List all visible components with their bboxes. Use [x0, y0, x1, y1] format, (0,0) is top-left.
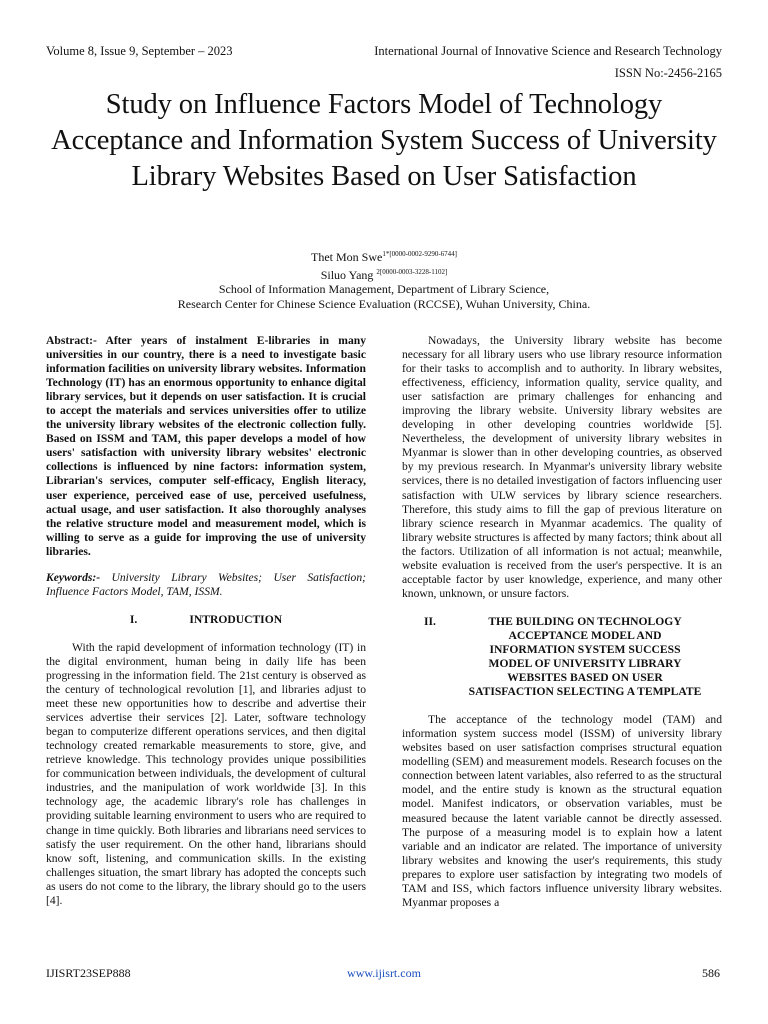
section-1-body: With the rapid development of information technology (IT) in the digital environment, human being in daily life has been progressing in the information field. The 21st century is observed as the century of technological revolution [1], and libraries adjust to meet these new opportunities how to describe and advertise their services advertise their services [2]. Later, software technology began to computerize different operations services, and then digital technology created remarkable measurements to store, give, and retrieve knowledge. This technology provides unique possibilities for communication between individuals, the development of cultural industries, and the manipulation of work worldwide [3]. In this technology age, the academic library's role has challenges in providing suitable learning environment to users who are required to change in time quickly. Both libraries and librarians need services to satisfy the user requirement. On the other hand, librarians should know soft, listening, and communication skills. In the existing challenges situation, the smart library has adopted the concepts such as users do not come to the library, the library should go to the users [4].: [46, 640, 366, 907]
section-2-number: II.: [424, 614, 436, 628]
keywords-text: University Library Websites; User Satisfaction; Influence Factors Model, TAM, ISSM.: [46, 570, 366, 598]
journal-issn: ISSN No:-2456-2165: [614, 66, 722, 80]
section-2-title: THE BUILDING ON TECHNOLOGY ACCEPTANCE MODEL AND INFORMATION SYSTEM SUCCESS MODEL OF UNIVERSITY LIBRARY WEBSITES BASED ON USER SATISFACTION SELECTING A TEMPLATE: [468, 614, 702, 699]
author-line-1: [40, 247, 728, 265]
journal-name: International Journal of Innovative Science and Research Technology: [374, 44, 722, 58]
section-1-number: I.: [129, 612, 138, 626]
section-1-heading: [46, 613, 366, 627]
paper-id: IJISRT23SEP888: [46, 966, 131, 980]
journal-volume: Volume 8, Issue 9, September – 2023: [46, 44, 233, 58]
journal-url-link[interactable]: www.ijisrt.com: [347, 966, 421, 980]
section-1-title: INTRODUCTION: [189, 612, 283, 626]
author-2-orcid: 2[0000-0003-3228-1102]: [376, 267, 448, 276]
affiliation-line-1: School of Information Management, Department of Library Science,: [218, 282, 550, 296]
section-2-body: The acceptance of the technology model (TAM) and information system success model (ISSM) of university library websites based on user satisfaction comprises structural equation modelling (SEM) and measurement models. Research focuses on the connection between latent variables, also referred to as the structural model, and the entire study is known as the structural equation model. Manifest indicators, or observation variables, must be measured because the latent variable cannot be directly assessed. The purpose of a measuring model is to explain how a latent variable and an indicator are related. The importance of university library websites and knowing the user's requirements, this study prepares to explore user satisfaction by integrating two models of TAM and ISS, which factors influence university library websites. Myanmar proposes a: [402, 713, 722, 909]
intro-continuation: Nowadays, the University library website has become necessary for all library users who use library resource information for their tasks to accomplish and to authority. In library websites, effectiveness, efficiency, information quality, service quality, and user satisfaction are primary challenges for enhancing and improving the library website. University library websites are developing in other developing countries worldwide [5]. Nevertheless, the development of university library websites in Myanmar is slower than in other developing countries, as observed by my previous research. In Myanmar's university library website services, there is no detailed investigation of factors influencing user satisfaction with ULW services by library science researchers. Therefore, this study aims to fill the gap of previous literature on library science research in Myanmar academics. The quality of library website structures is affected by many factors; think about all the factors. Utilization of all information is not actual; meanwhile, website evaluation is received from the user's perspective. It is an acceptable factor by user knowledge, experience, and many other known, unknown, or unsure factors.: [402, 334, 722, 600]
paper-title: Study on Influence Factors Model of Technology Acceptance and Information System Success of University Library Websites Based on User Satisfaction: [51, 89, 717, 192]
author-2-name: Siluo Yang: [320, 267, 377, 282]
abstract: Abstract:- After years of instalment E-libraries in many universities in our country, there is a need to investigate basic information facilities on university library websites. Information Technology (IT) has an enormous opportunity to enhance digital library services, but it depends on user satisfaction. It is crucial to accept the materials and services universities offer to utilize the university library websites of the electronic collection fully. Based on ISSM and TAM, this paper develops a model of how users' satisfaction with university library websites' electronic collections is influenced by nine factors: information system, Librarian's services, computer self-efficacy, English literacy, user experience, perceived ease of use, perceived usefulness, actual usage, and user satisfaction. It also thoroughly analyses the relative structure model and measurement model, which is willing to serve as a guide for improving the use of university libraries.: [46, 334, 366, 558]
author-1-name: Thet Mon Swe: [311, 250, 383, 264]
left-column: [46, 334, 366, 908]
section-2-heading: [402, 615, 722, 699]
affiliation-line-2: Research Center for Chinese Science Evaluation (RCCSE), Wuhan University, China.: [177, 296, 591, 311]
keywords: [46, 571, 366, 599]
author-block: [40, 247, 728, 311]
keywords-label: Keywords:-: [46, 570, 101, 584]
author-1-orcid: 1*[0000-0002-9290-6744]: [382, 250, 457, 258]
page-number: 586: [702, 966, 720, 980]
author-line-2: [40, 265, 728, 283]
right-column: [402, 334, 722, 910]
